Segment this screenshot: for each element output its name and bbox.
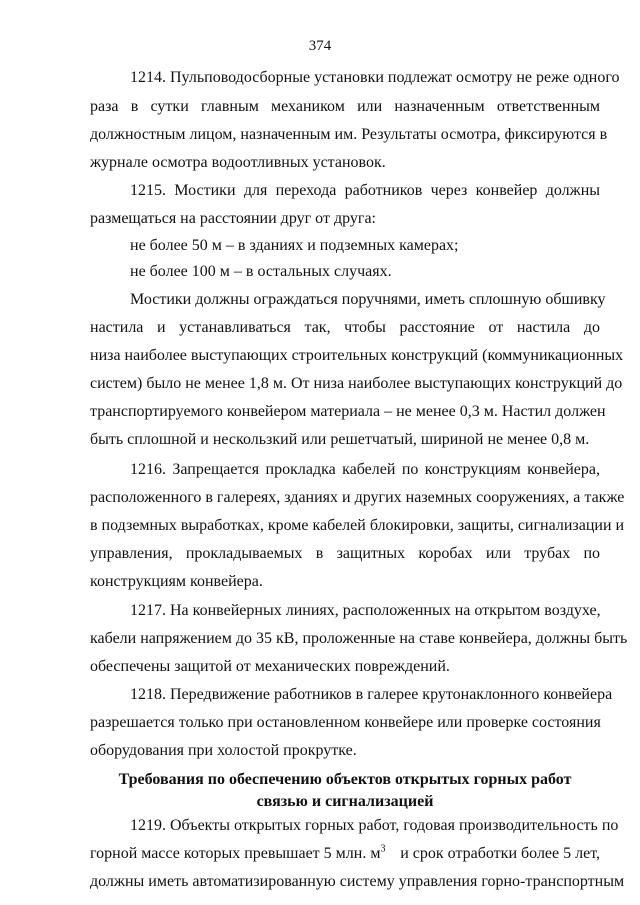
text-line: 1217. На конвейерных линиях, расположенных на открытом воздухе, bbox=[130, 602, 601, 619]
text-line: размещаться на расстоянии друг от друга: bbox=[90, 210, 376, 227]
text-line-with-superscript bbox=[90, 844, 600, 864]
text-line: журнале осмотра водоотливных установок. bbox=[90, 154, 386, 171]
text-line: Мостики должны ограждаться поручнями, иметь сплошную обшивку bbox=[130, 291, 606, 308]
text-line: оборудования при холостой прокрутке. bbox=[90, 742, 357, 759]
text-line: низа наиболее выступающих строительных конструкций (коммуникационных bbox=[90, 347, 624, 364]
text-line: расположенного в галереях, зданиях и других наземных сооружениях, а также bbox=[90, 489, 625, 506]
text-line: 1218. Передвижение работников в галерее крутонаклонного конвейера bbox=[130, 686, 613, 703]
text-line: раза в сутки главным механиком или назначенным ответственным bbox=[90, 98, 600, 115]
text-line: должны иметь автоматизированную систему управления горно-транспортным bbox=[90, 873, 625, 890]
text-line: 1216. Запрещается прокладка кабелей по конструкциям конвейера, bbox=[130, 461, 600, 478]
text-line: быть сплошной и нескользкий или решетчатый, шириной не менее 0,8 м. bbox=[90, 431, 590, 448]
text-line: кабели напряжением до 35 кВ, проложенные на ставе конвейера, должны быть bbox=[90, 630, 628, 647]
text-line: в подземных выработках, кроме кабелей блокировки, защиты, сигнализации и bbox=[90, 517, 625, 534]
text-line: обеспечены защитой от механических повреждений. bbox=[90, 658, 450, 675]
text-line: 1219. Объекты открытых горных работ, годовая производительность по bbox=[130, 817, 619, 834]
text-line: настила и устанавливаться так, чтобы расстояние от настила до bbox=[90, 319, 600, 336]
list-item: не более 50 м – в зданиях и подземных камерах; bbox=[130, 237, 459, 254]
page-number: 374 bbox=[308, 38, 332, 54]
text-line: конструкциям конвейера. bbox=[90, 573, 263, 590]
list-item: не более 100 м – в остальных случаях. bbox=[130, 263, 392, 280]
text-line: систем) было не менее 1,8 м. От низа наиболее выступающих конструкций до bbox=[90, 375, 623, 392]
text-fragment: горной массе которых превышает 5 млн. $м^3$ bbox=[90, 843, 386, 862]
text-line: управления, прокладываемых в защитных коробах или трубах по bbox=[90, 545, 600, 562]
section-heading: связью и сигнализацией bbox=[256, 793, 434, 810]
text-fragment: и срок отработки более 5 лет, bbox=[400, 845, 600, 862]
text-line: 1215. Мостики для перехода работников через конвейер должны bbox=[130, 182, 600, 199]
text-line: 1214. Пульповодосборные установки подлежат осмотру не реже одного bbox=[130, 69, 620, 86]
text-line: должностным лицом, назначенным им. Результаты осмотра, фиксируются в bbox=[90, 126, 608, 143]
text-line: разрешается только при остановленном конвейере или проверке состояния bbox=[90, 714, 601, 731]
superscript: 3 bbox=[380, 843, 386, 855]
section-heading: Требования по обеспечению объектов открытых горных работ bbox=[118, 771, 572, 788]
text-line: транспортируемого конвейером материала – не менее 0,3 м. Настил должен bbox=[90, 403, 606, 420]
